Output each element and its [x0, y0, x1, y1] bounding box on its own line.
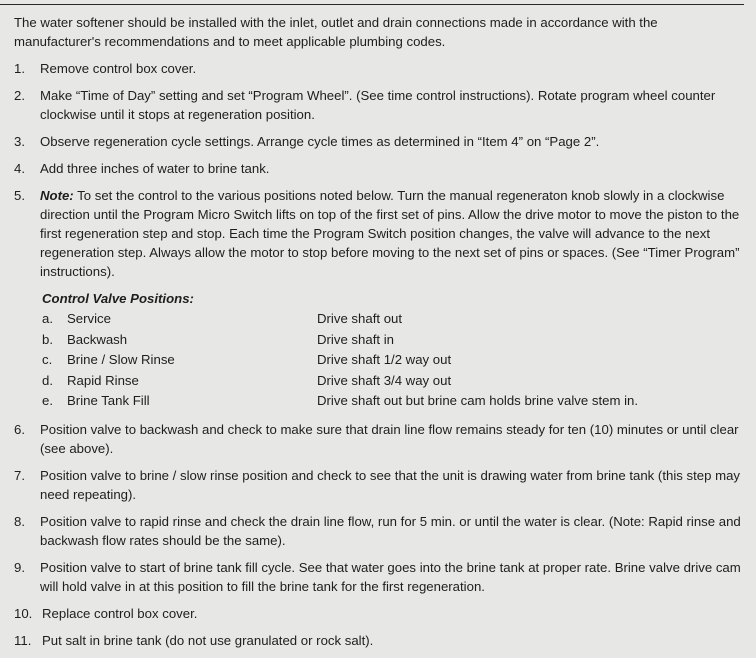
step-number: 2.: [14, 88, 25, 103]
valve-position-row: [42, 391, 742, 412]
position-letter: e.: [42, 393, 53, 408]
position-name: Backwash: [67, 331, 128, 347]
valve-position-row: [42, 330, 742, 351]
position-name: Brine / Slow Rinse: [67, 352, 175, 367]
control-valve-positions: [14, 289, 742, 412]
step: [14, 466, 742, 504]
valve-position-row: [42, 350, 742, 371]
step: [14, 159, 742, 178]
position-name: Rapid Rinse: [67, 372, 139, 388]
step-text: Position valve to backwash and check to make sure that drain line flow remains steady for ten (10) minutes or until clear (see above).: [40, 421, 739, 456]
step-text: Observe regeneration cycle settings. Arrange cycle times as determined in “Item 4” on “Page 2”.: [40, 134, 600, 149]
position-letter: c.: [42, 352, 53, 367]
step-text: Position valve to brine / slow rinse position and check to see that the unit is drawing water from brine tank (this step may need repeating).: [40, 467, 741, 502]
position-description: Drive shaft out: [317, 311, 403, 326]
step: [14, 86, 742, 124]
step-number: 6.: [14, 421, 25, 437]
position-description: Drive shaft 1/2 way out: [317, 352, 452, 367]
note-label: Note:: [40, 188, 74, 203]
top-rule: [0, 4, 744, 5]
position-description: Drive shaft in: [317, 331, 394, 347]
step: [14, 420, 742, 458]
intro-paragraph: The water softener should be installed with the inlet, outlet and drain connections made in accordance with the manufacturer's recommendations and to meet applicable plumbing codes.: [14, 15, 658, 49]
step: [14, 132, 742, 151]
step-number: 3.: [14, 134, 25, 149]
step-text: Make “Time of Day” setting and set “Program Wheel”. (See time control instructions). Rotate program wheel counter clockwise until it stops at regeneration position.: [40, 88, 716, 122]
step-number: 10.: [14, 605, 33, 621]
step: [14, 558, 742, 596]
step-text: Position valve to start of brine tank fill cycle. See that water goes into the brine tank at proper rate. Brine valve drive cam will hold valve in at this position to fill the brine tank for the first regeneration.: [40, 559, 741, 594]
step-text: Position valve to rapid rinse and check the drain line flow, run for 5 min. or until the water is clear. (Note: Rapid rinse and backwash flow rates should be the same).: [40, 513, 741, 548]
step-text: Remove control box cover.: [40, 61, 197, 76]
control-valve-heading: Control Valve Positions:: [42, 291, 194, 306]
position-description: Drive shaft 3/4 way out: [317, 372, 452, 388]
step-text: To set the control to the various positions noted below. Turn the manual regeneraton knob slowly in a clockwise direction until the Program Micro Switch lifts on top of the first set of pins. Allow the drive motor to move the piston to the first regeneration step and stop. Each time the Program Switch position changes, the valve will advance to the next regeneration step. Always allow the motor to stop before moving to the next set of pins or spaces. (See “Timer Program” instructions).: [40, 188, 740, 279]
step-text: Put salt in brine tank (do not use granulated or rock salt).: [42, 632, 374, 648]
position-letter: a.: [42, 311, 53, 326]
step-number: 5.: [14, 188, 25, 203]
position-description: Drive shaft out but brine cam holds brine valve stem in.: [317, 393, 639, 408]
step: [14, 604, 742, 623]
step-note: [14, 186, 742, 281]
position-letter: d.: [42, 372, 53, 388]
step-number: 9.: [14, 559, 25, 575]
step-number: 8.: [14, 513, 25, 529]
step: [14, 631, 742, 650]
step-number: 1.: [14, 61, 25, 76]
step-number: 11.: [14, 632, 32, 648]
valve-position-row: [42, 309, 742, 330]
step: [14, 59, 742, 78]
position-name: Service: [67, 311, 111, 326]
valve-position-row: [42, 371, 742, 392]
position-letter: b.: [42, 331, 53, 347]
instructions-page: [14, 13, 742, 658]
step-text: Add three inches of water to brine tank.: [40, 161, 270, 176]
step: [14, 512, 742, 550]
position-name: Brine Tank Fill: [67, 393, 150, 408]
step-number: 7.: [14, 467, 25, 483]
step-text: Replace control box cover.: [42, 605, 198, 621]
step-number: 4.: [14, 161, 25, 176]
